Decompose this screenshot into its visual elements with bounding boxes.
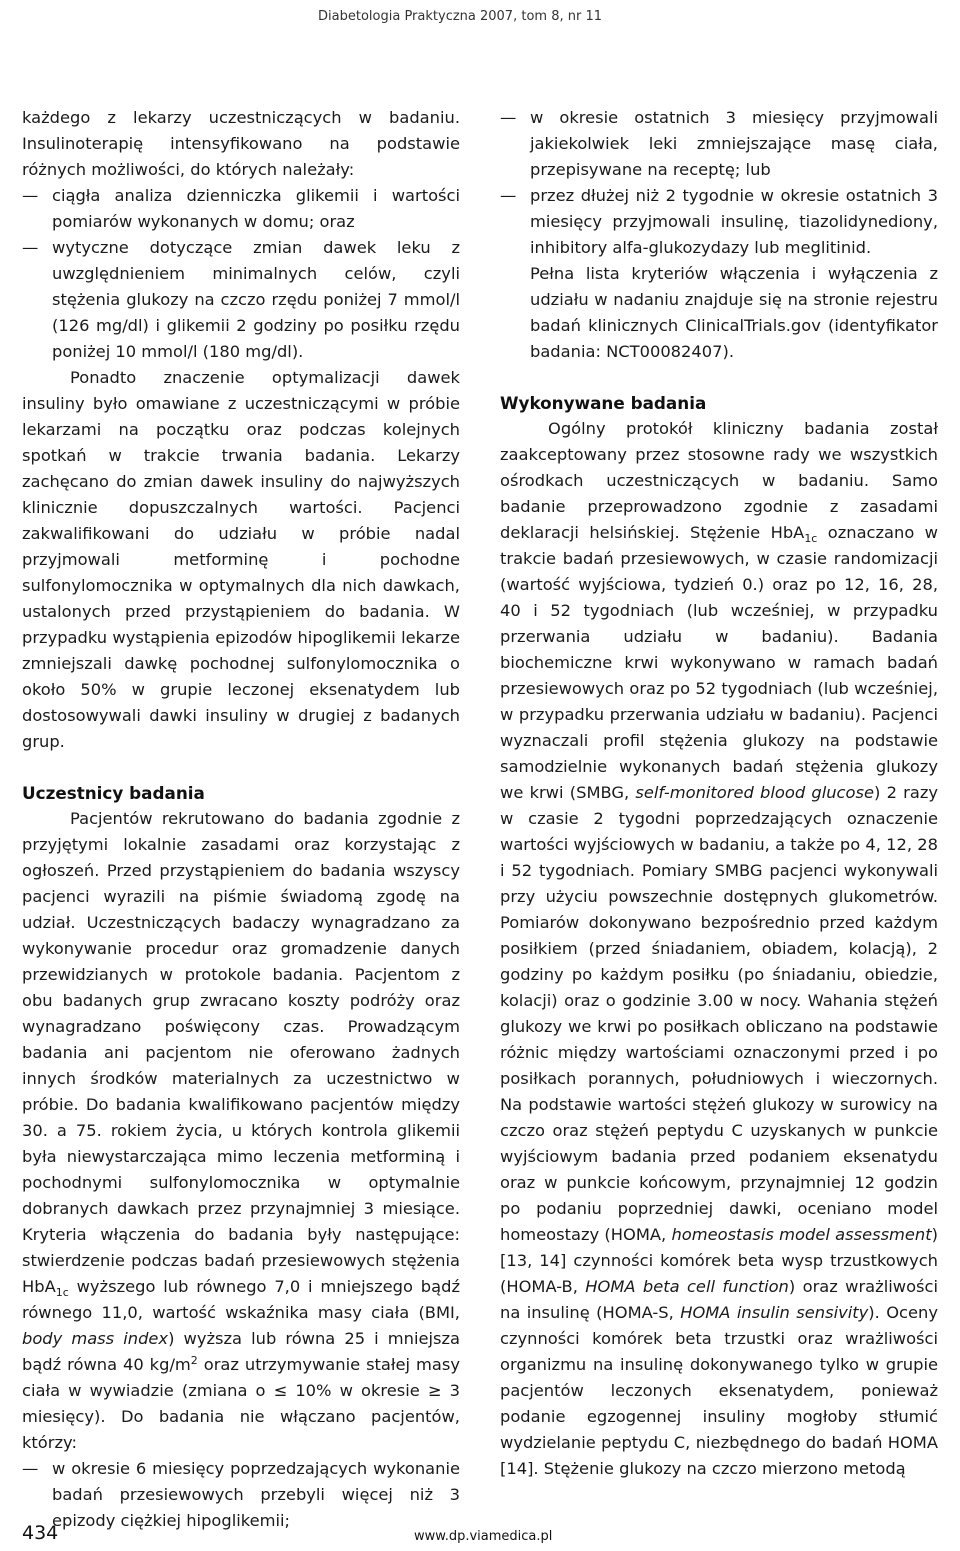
paragraph: każdego z lekarzy uczestniczących w badaniu. Insulinoterapię intensyfikowano na podstawie różnych możliwości, do których należały: — [22, 108, 460, 179]
list-item: — wytyczne dotyczące zmian dawek leku z uwzględnieniem minimalnych celów, czyli stężenia glukozy na czczo rzędu poniżej 7 mmol/l (126 mg/dl) i glikemii 2 godziny po posiłku rzędu poniżej 10 mmol/l (180 mg/dl). — [22, 235, 460, 365]
list-item: — ciągła analiza dzienniczka glikemii i wartości pomiarów wykonanych w domu; oraz — [22, 183, 460, 235]
page-number: 434 — [22, 1522, 59, 1544]
right-column — [500, 105, 938, 1482]
dash-bullet: — — [22, 238, 39, 257]
list-item: — w okresie 6 miesięcy poprzedzających wykonanie badań przesiewowych przebyli więcej niż 3 epizody ciężkiej hipoglikemii; — [22, 1456, 460, 1534]
dash-bullet: — — [22, 186, 39, 205]
list-item: — przez dłużej niż 2 tygodnie w okresie ostatnich 3 miesięcy przyjmowali insulinę, tiazolidynediony, inhibitory alfa-glukozydazy lub meglitinid. — [500, 183, 938, 261]
website-footer: www.dp.viamedica.pl — [414, 1529, 553, 1544]
running-head: Diabetologia Praktyczna 2007, tom 8, nr 11 — [318, 9, 602, 24]
section-heading: Uczestnicy badania — [22, 783, 205, 803]
paragraph: Ponadto znaczenie optymalizacji dawek insuliny było omawiane z uczestniczącymi w próbie lekarzami na początku oraz podczas kolejnych spotkań w trakcie trwania badania. Lekarzy zachęcano do zmian dawek insuliny do najwyższych klinicznie dopuszczalnych wartości. Pacjenci zakwalifikowani do udziału w próbie nadal przyjmowali metforminę i pochodne sulfonylomocznika w optymalnych dla nich dawkach, ustalonych przed przystąpieniem do badania. W przypadku wystąpienia epizodów hipoglikemii lekarze zmniejszali dawkę pochodnej sulfonylomocznika o około 50% w grupie leczonej eksenatydem lub dostosowywali dawki insuliny w drugiej z badanych grup. — [22, 368, 460, 751]
paragraph: Pacjentów rekrutowano do badania zgodnie z przyjętymi lokalnie zasadami oraz korzystając z ogłoszeń. Przed przystąpieniem do badania wszyscy pacjenci wyrazili na piśmie świadomą zgodę na udział. Uczestniczących badaczy wynagradzano za wykonywanie procedur oraz gromadzenie danych przewidzianych w protokole badania. Pacjentom z obu badanych grup zwracano koszty podróży oraz wynagradzano poświęcony czas. Prowadzącym badania ani pacjentom nie oferowano żadnych innych środków materialnych za uczestnictwo w próbie. Do badania kwalifikowano pacjentów między 30. a 75. rokiem życia, u których kontrola glikemii była niewystarczająca mimo leczenia metforminą i pochodnymi sulfonylomocznika w optymalnie dobranych dawkach przez przynajmniej 3 miesiące. Kryteria włączenia do badania były następujące: stwierdzenie podczas badań przesiewowych stężenia HbA$_{1c}$ wyższego lub równego 7,0 i mniejszego bądź równego 11,0, wartość wskaźnika masy ciała (BMI, body mass index) wyższa lub równa 25 i mniejsza bądź równa 40 $kg/m^2$ oraz utrzymywanie stałej masy ciała w wywiadzie (zmiana o ≤ 10% w okresie ≥ 3 miesięcy). Do badania nie włączano pacjentów, którzy: — [22, 809, 461, 1452]
paragraph: Ogólny protokół kliniczny badania został zaakceptowany przez stosowne rady we wszystkich ośrodkach uczestniczących w badaniu. Samo badanie przeprowadzono zgodnie z zasadami deklaracji helsińskiej. Stężenie HbA$_{1c}$ oznaczano w trakcie badań przesiewowych, w czasie randomizacji (wartość wyjściowa, tydzień 0.) oraz po 12, 16, 28, 40 i 52 tygodniach (lub wcześniej, w przypadku przerwania udziału w badaniu). Badania biochemiczne krwi wykonywano w ramach badań przesiewowych oraz po 52 tygodniach (lub wcześniej, w przypadku przerwania udziału w badaniu). Pacjenci wyznaczali profil stężenia glukozy na podstawie samodzielnie wykonanych badań stężenia glukozy we krwi (SMBG, self-monitored blood glucose) 2 razy w czasie 2 tygodni poprzedzających oznaczenie wartości wyjściowych w badaniu, a także po 4, 12, 28 i 52 tygodniach. Pomiary SMBG pacjenci wykonywali przy użyciu powszechnie dostępnych glukometrów. Pomiarów dokonywano bezpośrednio przed każdym posiłkiem (przed śniadaniem, obiadem, kolacją), 2 godziny po każdym posiłku (po śniadaniu, obiedzie, kolacji) oraz o godzinie 3.00 w nocy. Wahania stężeń glukozy we krwi po posiłkach obliczano na podstawie różnic między wartościami oznaczonymi przed i po posiłkach porannych, południowych i wieczornych. Na podstawie wartości stężeń glukozy w surowicy na czczo oraz stężeń peptydu C uzyskanych w punkcie wyjściowym badania przed podaniem eksenatydu oraz w punkcie końcowym, przynajmniej 12 godzin po podaniu poprzedniej dawki, oceniano model homeostazy (HOMA, homeostasis model assessment) [13, 14] czynności komórek beta wysp trzustkowych (HOMA-B, HOMA beta cell function) oraz wrażliwości na insulinę (HOMA-S, HOMA insulin sensivity). Oceny czynności komórek beta trzustki oraz wrażliwości organizmu na insulinę dokonywanego tylko w grupie pacjentów leczonych eksenatydem, ponieważ podanie egzogennej insuliny mogłoby stłumić wydzielanie peptydu C, niezbędnego do badań HOMA [14]. Stężenie glukozy na czczo mierzono metodą — [500, 419, 939, 1478]
dash-bullet: — — [22, 1459, 39, 1478]
paragraph: Pełna lista kryteriów włączenia i wyłączenia z udziału w nadaniu znajduje się na stronie rejestru badań klinicznych ClinicalTrials.gov (identyfikator badania: NCT00082407). — [530, 264, 938, 361]
left-column — [22, 105, 460, 1534]
list-item: — w okresie ostatnich 3 miesięcy przyjmowali jakiekolwiek leki zmniejszające masę ciała, przepisywane na receptę; lub — [500, 105, 938, 183]
dash-bullet: — — [500, 186, 517, 205]
section-heading: Wykonywane badania — [500, 393, 707, 413]
dash-bullet: — — [500, 108, 517, 127]
